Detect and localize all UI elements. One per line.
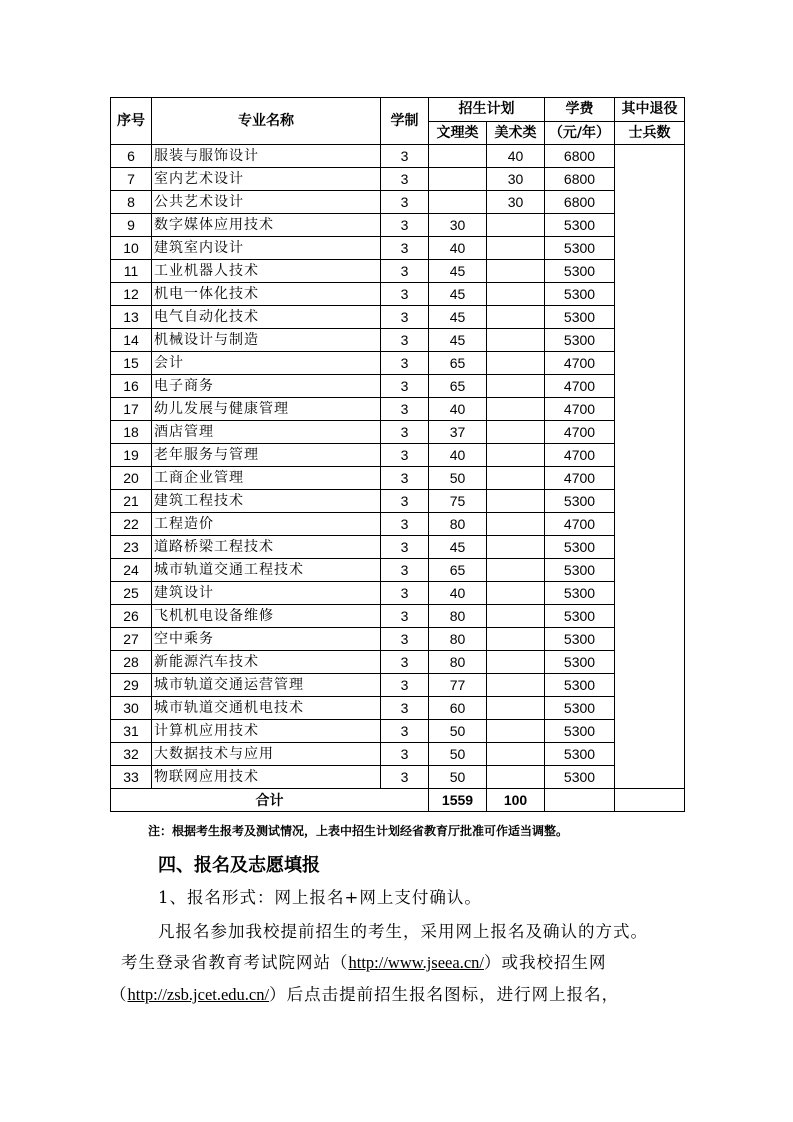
row-duration: 3 [381, 651, 429, 674]
table-note: 注：根据考生报考及测试情况，上表中招生计划经省教育厅批准可作适当调整。 [148, 824, 569, 838]
row-duration: 3 [381, 398, 429, 421]
row-major-name: 工商企业管理 [152, 467, 381, 490]
row-plan-fine-arts [487, 237, 545, 260]
row-plan-fine-arts [487, 536, 545, 559]
header-seq: 序号 [111, 98, 152, 145]
row-plan-fine-arts [487, 651, 545, 674]
row-seq: 15 [111, 352, 152, 375]
row-seq: 8 [111, 191, 152, 214]
row-fee: 4700 [545, 467, 615, 490]
row-duration: 3 [381, 283, 429, 306]
row-plan-arts: 77 [429, 674, 487, 697]
row-major-name: 城市轨道交通机电技术 [152, 697, 381, 720]
row-duration: 3 [381, 582, 429, 605]
jseea-link[interactable]: http://www.jseea.cn/ [348, 953, 484, 972]
row-plan-arts: 80 [429, 513, 487, 536]
row-duration: 3 [381, 329, 429, 352]
row-fee: 5300 [545, 743, 615, 766]
row-major-name: 酒店管理 [152, 421, 381, 444]
row-duration: 3 [381, 306, 429, 329]
table-row [111, 421, 685, 444]
table-row [111, 674, 685, 697]
row-seq: 32 [111, 743, 152, 766]
total-fine-arts: 100 [487, 789, 545, 812]
table-row [111, 559, 685, 582]
row-duration: 3 [381, 145, 429, 168]
header-veteran-line1: 其中退役 [615, 98, 685, 122]
paragraph-line-2-middle: ）或我校招生网 [483, 953, 607, 972]
table-row [111, 214, 685, 237]
paragraph-line-2 [121, 949, 606, 973]
row-seq: 21 [111, 490, 152, 513]
row-major-name: 电气自动化技术 [152, 306, 381, 329]
row-major-name: 大数据技术与应用 [152, 743, 381, 766]
paragraph-line-3-open: （ [110, 985, 128, 1004]
row-duration: 3 [381, 214, 429, 237]
row-plan-arts: 65 [429, 352, 487, 375]
row-plan-fine-arts [487, 375, 545, 398]
row-seq: 23 [111, 536, 152, 559]
row-plan-fine-arts [487, 329, 545, 352]
registration-form-item: 1、报名形式：网上报名+网上支付确认。 [158, 888, 482, 907]
enrollment-plan-table [110, 97, 685, 812]
row-seq: 12 [111, 283, 152, 306]
row-major-name: 城市轨道交通工程技术 [152, 559, 381, 582]
paragraph-line-1: 凡报名参加我校提前招生的考生，采用网上报名及确认的方式。 [158, 922, 648, 941]
table-row [111, 490, 685, 513]
row-plan-fine-arts [487, 283, 545, 306]
table-row [111, 513, 685, 536]
table-row [111, 536, 685, 559]
row-plan-arts: 45 [429, 283, 487, 306]
table-row [111, 306, 685, 329]
row-major-name: 飞机机电设备维修 [152, 605, 381, 628]
row-seq: 6 [111, 145, 152, 168]
row-duration: 3 [381, 375, 429, 398]
row-major-name: 计算机应用技术 [152, 720, 381, 743]
row-fee: 4700 [545, 352, 615, 375]
row-duration: 3 [381, 766, 429, 789]
row-fee: 4700 [545, 513, 615, 536]
row-major-name: 服装与服饰设计 [152, 145, 381, 168]
row-duration: 3 [381, 513, 429, 536]
row-fee: 5300 [545, 559, 615, 582]
table-row [111, 191, 685, 214]
row-seq: 11 [111, 260, 152, 283]
row-seq: 22 [111, 513, 152, 536]
total-label: 合计 [111, 789, 429, 812]
row-major-name: 建筑室内设计 [152, 237, 381, 260]
row-seq: 24 [111, 559, 152, 582]
table-row [111, 398, 685, 421]
row-plan-fine-arts [487, 490, 545, 513]
row-plan-arts: 50 [429, 766, 487, 789]
section-title: 四、报名及志愿填报 [158, 855, 320, 876]
row-fee: 4700 [545, 398, 615, 421]
row-plan-arts: 30 [429, 214, 487, 237]
row-major-name: 建筑工程技术 [152, 490, 381, 513]
header-fee-line2: （元/年） [545, 121, 615, 145]
row-seq: 19 [111, 444, 152, 467]
row-major-name: 空中乘务 [152, 628, 381, 651]
row-fee: 5300 [545, 306, 615, 329]
total-arts: 1559 [429, 789, 487, 812]
row-duration: 3 [381, 421, 429, 444]
row-plan-arts: 45 [429, 260, 487, 283]
row-duration: 3 [381, 605, 429, 628]
row-seq: 30 [111, 697, 152, 720]
row-plan-fine-arts: 30 [487, 168, 545, 191]
row-major-name: 数字媒体应用技术 [152, 214, 381, 237]
veteran-column [615, 145, 685, 789]
row-fee: 6800 [545, 145, 615, 168]
table-row [111, 628, 685, 651]
row-fee: 5300 [545, 697, 615, 720]
row-fee: 5300 [545, 490, 615, 513]
row-major-name: 道路桥梁工程技术 [152, 536, 381, 559]
row-major-name: 老年服务与管理 [152, 444, 381, 467]
row-seq: 10 [111, 237, 152, 260]
row-fee: 5300 [545, 237, 615, 260]
row-seq: 20 [111, 467, 152, 490]
row-fee: 6800 [545, 168, 615, 191]
table-row [111, 697, 685, 720]
row-plan-arts: 75 [429, 490, 487, 513]
header-plan-fine-arts: 美术类 [487, 121, 545, 145]
table-row [111, 352, 685, 375]
row-plan-arts [429, 191, 487, 214]
row-plan-arts: 50 [429, 720, 487, 743]
table-row [111, 766, 685, 789]
row-plan-arts [429, 145, 487, 168]
row-duration: 3 [381, 168, 429, 191]
table-row [111, 260, 685, 283]
row-plan-fine-arts [487, 697, 545, 720]
row-plan-arts: 80 [429, 605, 487, 628]
row-seq: 9 [111, 214, 152, 237]
row-plan-fine-arts [487, 398, 545, 421]
row-fee: 5300 [545, 283, 615, 306]
header-veteran-line2: 士兵数 [615, 121, 685, 145]
row-plan-fine-arts [487, 352, 545, 375]
row-fee: 5300 [545, 536, 615, 559]
row-plan-fine-arts [487, 444, 545, 467]
row-plan-arts: 40 [429, 237, 487, 260]
row-duration: 3 [381, 467, 429, 490]
paragraph-line-3 [110, 981, 619, 1005]
row-plan-fine-arts [487, 421, 545, 444]
table-row [111, 743, 685, 766]
row-major-name: 机电一体化技术 [152, 283, 381, 306]
table-row [111, 467, 685, 490]
row-major-name: 工业机器人技术 [152, 260, 381, 283]
row-plan-arts: 45 [429, 536, 487, 559]
row-plan-arts: 65 [429, 559, 487, 582]
row-duration: 3 [381, 352, 429, 375]
row-fee: 4700 [545, 421, 615, 444]
row-fee: 5300 [545, 214, 615, 237]
row-major-name: 工程造价 [152, 513, 381, 536]
paragraph-line-3-suffix: ）后点击提前招生报名图标，进行网上报名， [269, 985, 620, 1004]
row-seq: 14 [111, 329, 152, 352]
row-plan-arts: 45 [429, 329, 487, 352]
row-seq: 31 [111, 720, 152, 743]
row-fee: 5300 [545, 628, 615, 651]
row-plan-fine-arts [487, 559, 545, 582]
row-plan-arts: 50 [429, 743, 487, 766]
row-plan-arts: 65 [429, 375, 487, 398]
row-seq: 16 [111, 375, 152, 398]
row-plan-arts: 50 [429, 467, 487, 490]
row-seq: 27 [111, 628, 152, 651]
row-duration: 3 [381, 444, 429, 467]
row-plan-fine-arts [487, 260, 545, 283]
row-plan-fine-arts [487, 628, 545, 651]
row-fee: 4700 [545, 375, 615, 398]
jcet-link[interactable]: http://zsb.jcet.edu.cn/ [127, 985, 270, 1004]
row-major-name: 公共艺术设计 [152, 191, 381, 214]
row-duration: 3 [381, 191, 429, 214]
row-major-name: 建筑设计 [152, 582, 381, 605]
row-fee: 5300 [545, 582, 615, 605]
row-major-name: 幼儿发展与健康管理 [152, 398, 381, 421]
row-seq: 25 [111, 582, 152, 605]
row-plan-arts: 45 [429, 306, 487, 329]
row-fee: 5300 [545, 329, 615, 352]
row-plan-arts: 40 [429, 582, 487, 605]
header-plan: 招生计划 [429, 98, 545, 122]
table-row [111, 375, 685, 398]
row-major-name: 城市轨道交通运营管理 [152, 674, 381, 697]
row-plan-fine-arts [487, 743, 545, 766]
row-major-name: 物联网应用技术 [152, 766, 381, 789]
table-row [111, 605, 685, 628]
row-plan-fine-arts [487, 582, 545, 605]
row-major-name: 室内艺术设计 [152, 168, 381, 191]
row-duration: 3 [381, 697, 429, 720]
row-plan-fine-arts: 40 [487, 145, 545, 168]
row-major-name: 会计 [152, 352, 381, 375]
row-duration: 3 [381, 536, 429, 559]
row-duration: 3 [381, 743, 429, 766]
row-seq: 7 [111, 168, 152, 191]
table-row [111, 444, 685, 467]
row-fee: 5300 [545, 674, 615, 697]
row-duration: 3 [381, 237, 429, 260]
header-major: 专业名称 [152, 98, 381, 145]
row-plan-arts: 60 [429, 697, 487, 720]
row-fee: 5300 [545, 720, 615, 743]
table-row [111, 283, 685, 306]
row-plan-arts [429, 168, 487, 191]
header-duration: 学制 [381, 98, 429, 145]
row-plan-fine-arts [487, 674, 545, 697]
total-fee [545, 789, 615, 812]
row-seq: 18 [111, 421, 152, 444]
row-duration: 3 [381, 628, 429, 651]
row-seq: 29 [111, 674, 152, 697]
table-row [111, 145, 685, 168]
row-fee: 5300 [545, 605, 615, 628]
row-duration: 3 [381, 720, 429, 743]
row-plan-arts: 37 [429, 421, 487, 444]
row-seq: 13 [111, 306, 152, 329]
paragraph-line-2-prefix: 考生登录省教育考试院网站（ [121, 953, 349, 972]
table-body [111, 145, 685, 789]
row-duration: 3 [381, 674, 429, 697]
table-row [111, 168, 685, 191]
row-duration: 3 [381, 559, 429, 582]
table-row [111, 582, 685, 605]
row-plan-arts: 40 [429, 398, 487, 421]
row-major-name: 电子商务 [152, 375, 381, 398]
row-major-name: 机械设计与制造 [152, 329, 381, 352]
row-fee: 6800 [545, 191, 615, 214]
row-seq: 26 [111, 605, 152, 628]
row-duration: 3 [381, 260, 429, 283]
row-plan-fine-arts [487, 214, 545, 237]
row-plan-fine-arts [487, 605, 545, 628]
row-plan-fine-arts [487, 513, 545, 536]
row-fee: 5300 [545, 651, 615, 674]
row-plan-arts: 80 [429, 628, 487, 651]
row-duration: 3 [381, 490, 429, 513]
row-plan-fine-arts [487, 766, 545, 789]
row-fee: 5300 [545, 766, 615, 789]
row-seq: 28 [111, 651, 152, 674]
row-plan-arts: 80 [429, 651, 487, 674]
total-veteran [615, 789, 685, 812]
header-fee-line1: 学费 [545, 98, 615, 122]
row-seq: 33 [111, 766, 152, 789]
total-row [111, 789, 685, 812]
row-fee: 5300 [545, 260, 615, 283]
row-plan-fine-arts [487, 720, 545, 743]
row-plan-fine-arts [487, 467, 545, 490]
row-plan-arts: 40 [429, 444, 487, 467]
row-plan-fine-arts: 30 [487, 191, 545, 214]
table-row [111, 720, 685, 743]
row-plan-fine-arts [487, 306, 545, 329]
row-major-name: 新能源汽车技术 [152, 651, 381, 674]
header-plan-arts: 文理类 [429, 121, 487, 145]
table-row [111, 651, 685, 674]
table-row [111, 237, 685, 260]
row-seq: 17 [111, 398, 152, 421]
table-row [111, 329, 685, 352]
row-fee: 4700 [545, 444, 615, 467]
